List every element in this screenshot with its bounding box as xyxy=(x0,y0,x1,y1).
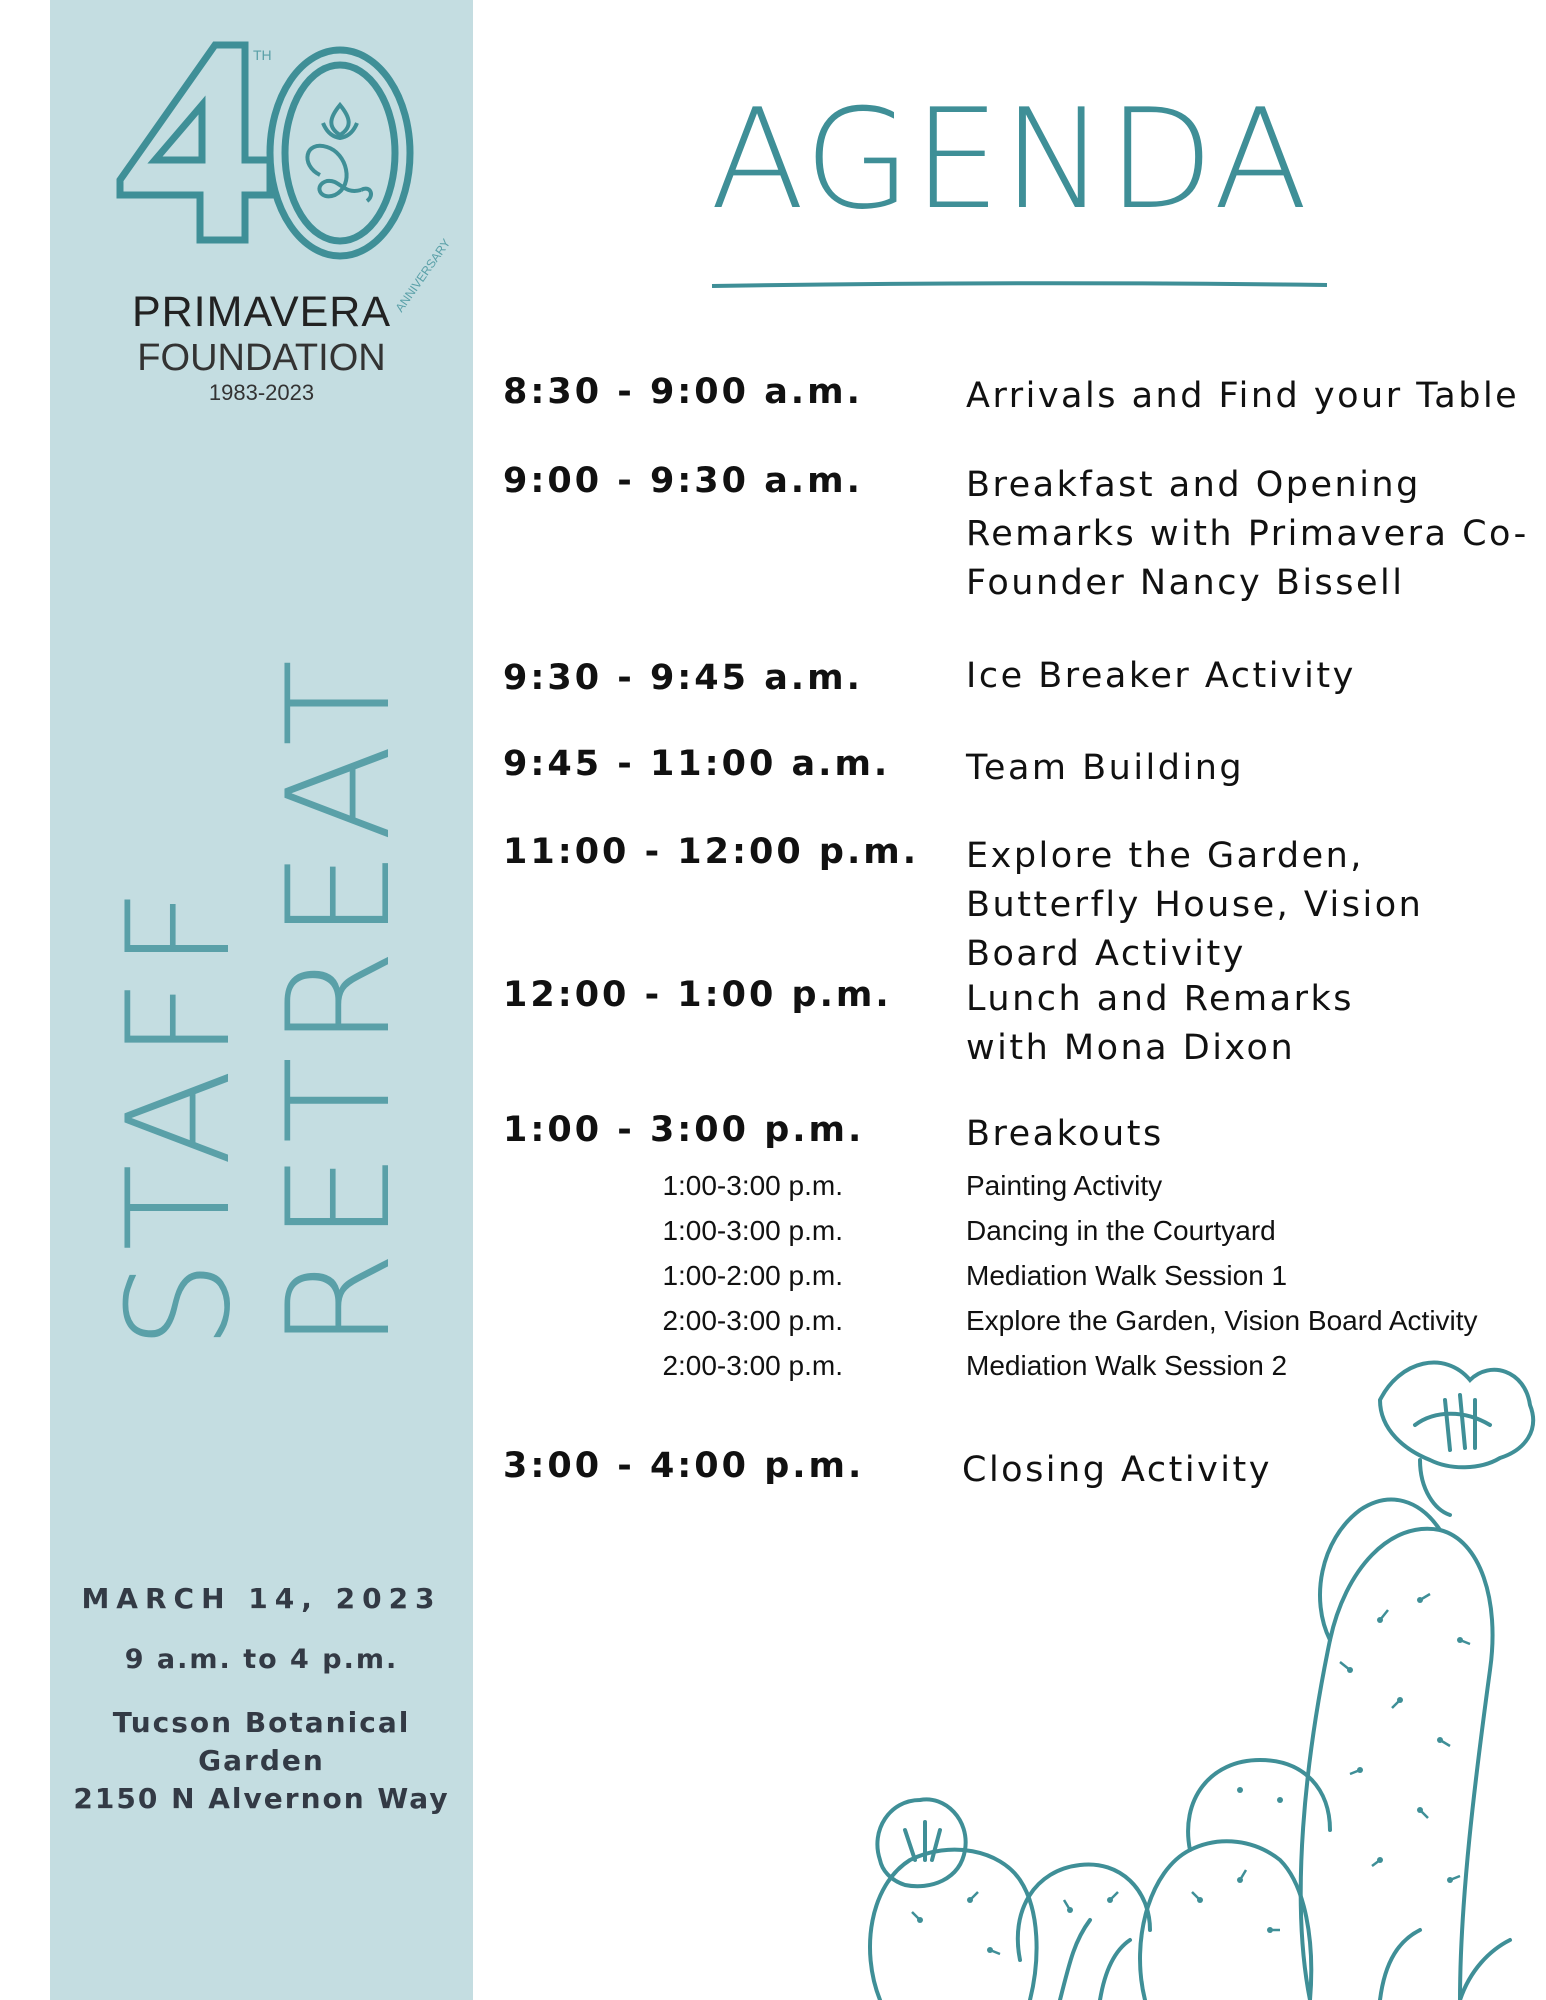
agenda-activity: Breakfast and Opening Remarks with Primavera Co-Founder Nancy Bissell xyxy=(966,465,1529,603)
agenda-divider xyxy=(712,282,1327,288)
forty-number xyxy=(120,45,410,256)
org-name-primavera: PRIMAVERA xyxy=(131,288,392,336)
agenda-time: 9:30 - 9:45 a.m. xyxy=(503,658,863,698)
agenda-time: 1:00 - 3:00 p.m. xyxy=(503,1110,865,1150)
agenda-time: 8:30 - 9:00 a.m. xyxy=(503,372,863,412)
event-venue xyxy=(50,1704,473,1818)
breakout-activity: Explore the Garden, Vision Board Activity xyxy=(966,1305,1478,1336)
breakout-time: 2:00-3:00 p.m. xyxy=(662,1350,843,1381)
breakout-activity: Mediation Walk Session 2 xyxy=(966,1350,1288,1381)
event-date: MARCH 14, 2023 xyxy=(81,1582,442,1615)
agenda-activity: Breakouts xyxy=(966,1114,1164,1154)
breakout-time: 2:00-3:00 p.m. xyxy=(662,1305,843,1336)
agenda-activity: Closing Activity xyxy=(962,1450,1272,1490)
breakout-time: 1:00-2:00 p.m. xyxy=(662,1260,843,1291)
agenda-time: 12:00 - 1:00 p.m. xyxy=(503,975,892,1015)
agenda-activity: Team Building xyxy=(966,748,1245,788)
superscript-th: TH xyxy=(253,47,272,63)
title-line-staff: STAFF xyxy=(97,878,262,1350)
agenda-time: 9:45 - 11:00 a.m. xyxy=(503,744,891,784)
agenda-time: 9:00 - 9:30 a.m. xyxy=(503,461,863,501)
agenda-time: 11:00 - 12:00 p.m. xyxy=(503,832,920,872)
venue-name: Tucson Botanical Garden xyxy=(112,1706,411,1777)
org-name-foundation: FOUNDATION xyxy=(137,337,386,379)
agenda-activity: Ice Breaker Activity xyxy=(966,656,1356,696)
breakout-activity: Mediation Walk Session 1 xyxy=(966,1260,1288,1291)
venue-address: 2150 N Alvernon Way xyxy=(73,1782,450,1815)
breakout-time: 1:00-3:00 p.m. xyxy=(662,1170,843,1201)
breakout-activity: Painting Activity xyxy=(966,1170,1163,1201)
staff-retreat-title xyxy=(97,650,422,1350)
title-line-retreat: RETREAT xyxy=(257,650,422,1350)
breakout-activity: Dancing in the Courtyard xyxy=(966,1215,1276,1246)
agenda-activity: Explore the Garden, Butterfly House, Vision Board Activity xyxy=(966,836,1424,974)
breakout-time: 1:00-3:00 p.m. xyxy=(662,1215,843,1246)
agenda-activity: Lunch and Remarks with Mona Dixon xyxy=(966,979,1354,1068)
agenda-activity: Arrivals and Find your Table xyxy=(966,376,1520,416)
agenda-title: AGENDA xyxy=(710,79,1310,240)
agenda-time: 3:00 - 4:00 p.m. xyxy=(503,1446,865,1486)
cactus-illustration-icon xyxy=(860,1340,1545,2000)
lotus-icon xyxy=(307,105,371,201)
anniversary-curve-text: ANNIVERSARY xyxy=(392,236,454,315)
event-hours: 9 a.m. to 4 p.m. xyxy=(124,1644,399,1675)
org-years: 1983-2023 xyxy=(208,380,315,405)
